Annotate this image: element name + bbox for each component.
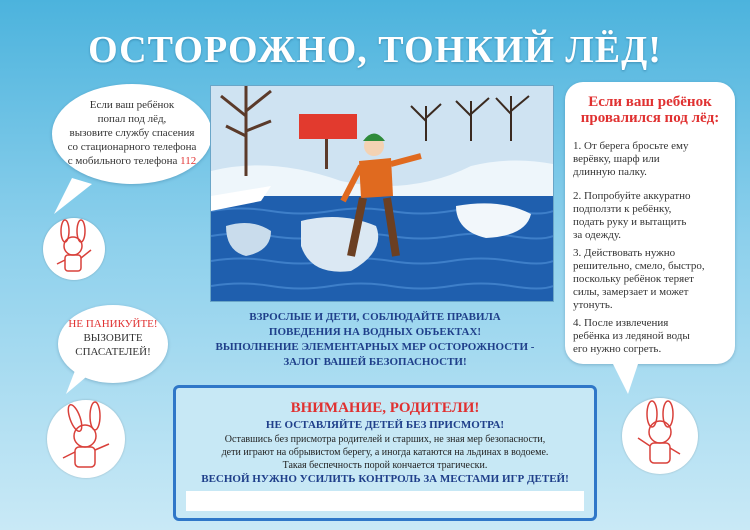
speech-bubble-call-rescue: [52, 84, 212, 184]
instruction-item-4: [573, 317, 723, 356]
bunny-icon: [43, 218, 105, 280]
instruction-3-line-1: 3. Действовать нужно: [573, 247, 676, 259]
instruction-3-line-2: решительно, смело, быстро,: [573, 260, 705, 272]
safety-rules-line-4: ЗАЛОГ ВАШЕЙ БЕЗОПАСНОСТИ!: [283, 356, 467, 368]
call-rescue-line-3: вызовите службу спасения: [69, 127, 195, 139]
instruction-4-line-2: ребёнка из ледяной воды: [573, 330, 690, 342]
safety-rules-line-3: ВЫПОЛНЕНИЕ ЭЛЕМЕНТАРНЫХ МЕР ОСТОРОЖНОСТИ -: [215, 341, 535, 353]
dont-panic-text: [63, 317, 163, 359]
instruction-3-line-3: поскольку ребёнок теряет: [573, 273, 694, 285]
instruction-4-line-1: 4. После извлечения: [573, 317, 669, 329]
safety-rules-line-2: ПОВЕДЕНИЯ НА ВОДНЫХ ОБЪЕКТАХ!: [268, 326, 482, 338]
instruction-item-1: [573, 140, 723, 179]
instruction-item-2: [573, 190, 723, 242]
thin-ice-illustration: [210, 85, 554, 302]
instruction-2-line-3: подать руку и вытащить: [573, 216, 687, 228]
bubble-tail-middle: [62, 368, 92, 398]
call-rescue-mobile-text: с мобильного телефона: [67, 155, 178, 167]
notice-line-3: дети играют на обрывистом берегу, а иногда катаются на льдинах в водоеме.: [221, 447, 549, 458]
notice-line-4: Такая беспечность порой кончается трагически.: [282, 460, 488, 471]
notice-line-5: ВЕСНОЙ НУЖНО УСИЛИТЬ КОНТРОЛЬ ЗА МЕСТАМИ ИГР ДЕТЕЙ!: [201, 473, 569, 485]
call-rescue-line-5: [60, 154, 204, 168]
fell-through-ice-title: [565, 94, 735, 126]
bunny-mascot-top: [43, 218, 105, 280]
instruction-2-line-4: за одежду.: [573, 229, 621, 241]
instruction-3-line-4: силы, замерзает и может: [573, 286, 689, 298]
instruction-2-line-2: подползти к ребёнку,: [573, 203, 672, 215]
parents-attention-notice: [173, 385, 597, 521]
call-rescue-line-1: Если ваш ребёнок: [89, 99, 175, 111]
safety-rules-line-1: ВЗРОСЛЫЕ И ДЕТИ, СОБЛЮДАЙТЕ ПРАВИЛА: [249, 311, 501, 323]
bunny-mascot-right: [622, 398, 698, 474]
notice-blank-strip: [186, 491, 584, 511]
fell-through-ice-panel: [565, 82, 735, 364]
notice-title: ВНИМАНИЕ, РОДИТЕЛИ!: [290, 400, 480, 416]
dont-panic-line-1: НЕ ПАНИКУЙТЕ!: [68, 318, 158, 330]
notice-line-1: НЕ ОСТАВЛЯЙТЕ ДЕТЕЙ БЕЗ ПРИСМОТРА!: [265, 419, 505, 431]
right-panel-tail: [600, 358, 640, 398]
instruction-item-3: [573, 247, 723, 312]
panel-title-line-1: Если ваш ребёнок: [588, 94, 712, 110]
instruction-1-line-3: длинную палку.: [573, 166, 647, 178]
notice-line-2: Оставшись без присмотра родителей и старших, не зная мер безопасности,: [224, 434, 546, 445]
safety-rules-text: [215, 310, 535, 370]
instruction-1-line-2: верёвку, шарф или: [573, 153, 660, 165]
bubble-tail-top: [52, 178, 92, 218]
bunny-icon: [47, 400, 125, 478]
panel-title-line-2: провалился под лёд:: [580, 110, 720, 126]
ice-scene-drawing: [211, 86, 553, 301]
call-rescue-line-2: попал под лёд,: [97, 113, 167, 125]
call-rescue-line-4: со стационарного телефона: [67, 141, 197, 153]
instruction-3-line-5: утонуть.: [573, 299, 613, 311]
dont-panic-line-2: ВЫЗОВИТЕ: [83, 332, 143, 344]
bunny-mascot-bottom: [47, 400, 125, 478]
instruction-1-line-1: 1. От берега бросьте ему: [573, 140, 689, 152]
instruction-4-line-3: его нужно согреть.: [573, 343, 662, 355]
dont-panic-line-3: СПАСАТЕЛЕЙ!: [75, 346, 151, 358]
bunny-icon: [622, 398, 698, 474]
poster-title: ОСТОРОЖНО, ТОНКИЙ ЛЁД!: [88, 29, 662, 71]
phone-number-112: 112: [180, 155, 197, 167]
call-rescue-text: [60, 98, 204, 168]
instruction-2-line-1: 2. Попробуйте аккуратно: [573, 190, 691, 202]
